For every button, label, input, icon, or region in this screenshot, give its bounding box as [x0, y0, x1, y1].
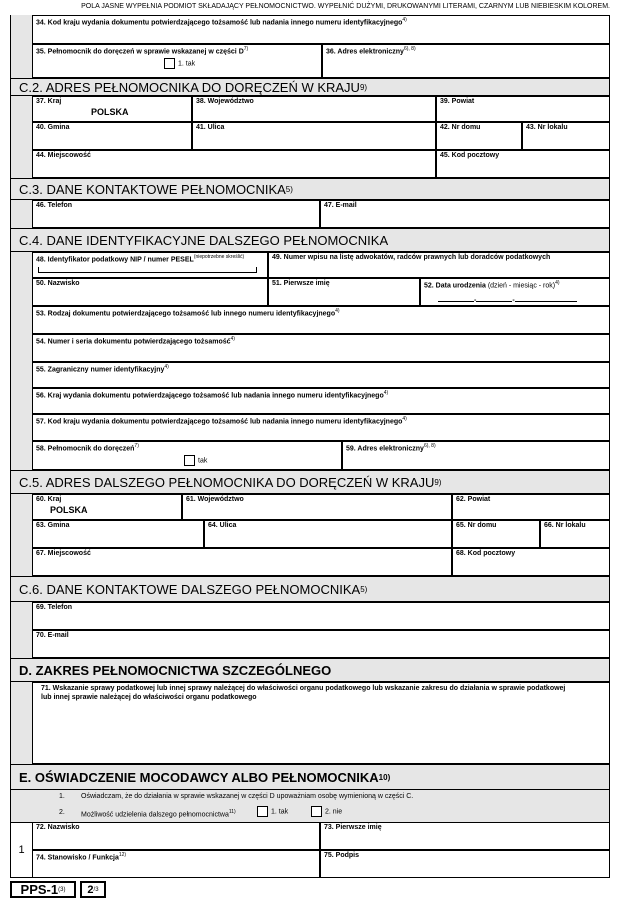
field-35[interactable]: 35. Pełnomocnik do doręczeń w sprawie wskazanej w części $D^{7)}$ 1. tak [32, 44, 322, 78]
field-38[interactable]: 38. Województwo [192, 96, 436, 122]
section-e-title: E. OŚWIADCZENIE MOCODAWCY ALBO PEŁNOMOCNIKA 10) [10, 764, 610, 790]
field-61[interactable]: 61. Województwo [182, 494, 452, 520]
statement-2: Możliwość udzielenia dalszego pełnomocnictwa$^{11)}$ [81, 809, 236, 819]
field-60-value: POLSKA [50, 505, 88, 515]
field-47[interactable]: 47. E-mail [320, 200, 610, 228]
field-58[interactable]: 58. Pełnomocnik do doręczeń$^{7)}$ tak [32, 441, 342, 470]
margin-strip [10, 15, 32, 78]
field-53[interactable]: 53. Rodzaj dokumentu potwierdzającego tożsamość lub innego numeru identyfikacyjnego$^{4)}$ [32, 306, 610, 334]
margin-strip [10, 682, 32, 764]
nip-entry-boxes[interactable] [38, 267, 257, 273]
field-34[interactable]: 34. Kod kraju wydania dokumentu potwierdzającego tożsamość lub nadania innego numeru identyfikacyjnego$^{4)}$ [32, 15, 610, 44]
field-42[interactable]: 42. Nr domu [436, 122, 522, 150]
field-73[interactable]: 73. Pierwsze imię [320, 822, 610, 850]
statement-1-number: 1. [59, 793, 65, 800]
field-58-checkbox[interactable] [184, 455, 195, 466]
page-number: 2 /3 [80, 881, 106, 898]
option-yes-checkbox[interactable] [257, 806, 268, 817]
statement-2-number: 2. [59, 809, 65, 816]
option-no[interactable]: 2. nie [311, 806, 342, 817]
section-c2-title: C.2. ADRES PEŁNOMOCNIKA DO DORĘCZEŃ W KRAJU 9) [10, 78, 610, 96]
field-50[interactable]: 50. Nazwisko [32, 278, 268, 306]
field-65[interactable]: 65. Nr domu [452, 520, 540, 548]
section-d-title: D. ZAKRES PEŁNOMOCNICTWA SZCZEGÓLNEGO [10, 658, 610, 682]
field-37[interactable]: 37. Kraj POLSKA [32, 96, 192, 122]
option-no-checkbox[interactable] [311, 806, 322, 817]
field-54[interactable]: 54. Numer i seria dokumentu potwierdzającego tożsamość$^{4)}$ [32, 334, 610, 362]
field-51[interactable]: 51. Pierwsze imię [268, 278, 420, 306]
field-74[interactable]: 74. Stanowisko / Funkcja$^{12)}$ [32, 850, 320, 878]
field-44[interactable]: 44. Miejscowość [32, 150, 436, 178]
field-63[interactable]: 63. Gmina [32, 520, 204, 548]
margin-strip [10, 494, 32, 576]
field-71[interactable]: 71. Wskazanie sprawy podatkowej lub innej sprawy należącej do właściwości organu podatkowego lub wskazanie zakresu do działania w sprawie podatkowej lub innej sprawie należącej do właściwości organu podatkowego [32, 682, 610, 764]
header-note: POLA JASNE WYPEŁNIA PODMIOT SKŁADAJĄCY PEŁNOMOCNICTWO. WYPEŁNIĆ DUŻYMI, DRUKOWANYMI LITERAMI, CZARNYM LUB NIEBIESKIM KOLOREM. [81, 3, 610, 10]
row-number: 1 [10, 822, 32, 878]
field-72[interactable]: 72. Nazwisko [32, 822, 320, 850]
field-56[interactable]: 56. Kraj wydania dokumentu potwierdzającego tożsamość lub nadania innego numeru identyfikacyjnego$^{4)}$ [32, 388, 610, 414]
field-41[interactable]: 41. Ulica [192, 122, 436, 150]
section-c6-title: C.6. DANE KONTAKTOWE DALSZEGO PEŁNOMOCNIKA 5) [10, 576, 610, 602]
margin-strip [10, 252, 32, 470]
field-75[interactable]: 75. Podpis [320, 850, 610, 878]
field-62[interactable]: 62. Powiat [452, 494, 610, 520]
field-45[interactable]: 45. Kod pocztowy [436, 150, 610, 178]
form-code: PPS-1 (3) [10, 881, 76, 898]
field-68[interactable]: 68. Kod pocztowy [452, 548, 610, 576]
field-55[interactable]: 55. Zagraniczny numer identyfikacyjny$^{4)}$ [32, 362, 610, 388]
field-67[interactable]: 67. Miejscowość [32, 548, 452, 576]
field-60[interactable]: 60. Kraj POLSKA [32, 494, 182, 520]
field-64[interactable]: 64. Ulica [204, 520, 452, 548]
margin-strip [10, 200, 32, 228]
section-c3-title: C.3. DANE KONTAKTOWE PEŁNOMOCNIKA 5) [10, 178, 610, 200]
field-49[interactable]: 49. Numer wpisu na listę adwokatów, radców prawnych lub doradców podatkowych [268, 252, 610, 278]
field-66[interactable]: 66. Nr lokalu [540, 520, 610, 548]
field-59[interactable]: 59. Adres elektroniczny$^{6), 8)}$ [342, 441, 610, 470]
field-37-value: POLSKA [91, 107, 129, 117]
field-69[interactable]: 69. Telefon [32, 602, 610, 630]
field-35-checkbox[interactable] [164, 58, 175, 69]
field-39[interactable]: 39. Powiat [436, 96, 610, 122]
field-40[interactable]: 40. Gmina [32, 122, 192, 150]
margin-strip [10, 96, 32, 178]
statement-1: Oświadczam, że do działania w sprawie wskazanej w części D upoważniam osobę wymienioną w części C. [81, 793, 414, 800]
date-entry-boxes[interactable]: - - [438, 295, 606, 304]
field-36[interactable]: 36. Adres elektroniczny$^{6), 8)}$ [322, 44, 610, 78]
option-yes[interactable]: 1. tak [257, 806, 288, 817]
field-52[interactable]: 52. Data urodzenia (dzień - miesiąc - rok)$^{4)}$ - - [420, 278, 610, 306]
section-c5-title: C.5. ADRES DALSZEGO PEŁNOMOCNIKA DO DORĘCZEŃ W KRAJU 9) [10, 470, 610, 494]
margin-strip [10, 602, 32, 658]
section-c4-title: C.4. DANE IDENTYFIKACYJNE DALSZEGO PEŁNOMOCNIKA [10, 228, 610, 252]
field-70[interactable]: 70. E-mail [32, 630, 610, 658]
field-57[interactable]: 57. Kod kraju wydania dokumentu potwierdzającego tożsamość lub nadania innego numeru identyfikacyjnego$^{4)}$ [32, 414, 610, 441]
field-48[interactable]: 48. Identyfikator podatkowy NIP / numer $PESEL^{(niepotrzebne skreślić)}$ [32, 252, 268, 278]
field-46[interactable]: 46. Telefon [32, 200, 320, 228]
field-43[interactable]: 43. Nr lokalu [522, 122, 610, 150]
statement-area [10, 790, 610, 822]
